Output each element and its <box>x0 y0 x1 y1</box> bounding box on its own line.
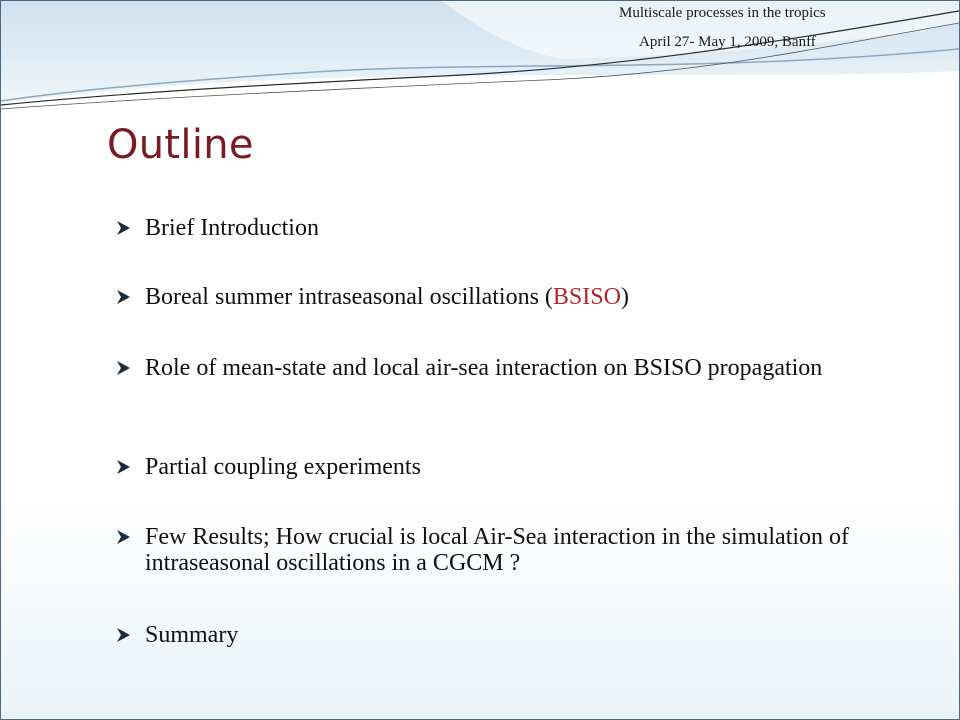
conference-date: April 27- May 1, 2009, Banff <box>639 34 816 50</box>
arrow-triangle-icon <box>115 529 131 545</box>
list-item <box>115 454 915 480</box>
arrow-triangle-icon <box>115 627 131 643</box>
list-item <box>115 284 915 310</box>
arrow-triangle-icon <box>115 459 131 475</box>
conference-title: Multiscale processes in the tropics <box>619 5 826 21</box>
list-item <box>115 622 915 648</box>
list-item <box>115 215 915 241</box>
arrow-triangle-icon <box>115 289 131 305</box>
list-item <box>115 355 915 381</box>
bsiso-highlight: BSISO <box>552 284 621 310</box>
list-item <box>115 524 915 576</box>
arrow-triangle-icon <box>115 220 131 236</box>
bullet-text: Few Results; How crucial is local Air-Sea interaction in the simulation of intraseasonal oscillations in a CGCM ? <box>145 524 850 576</box>
bullet-text-post: ) <box>620 284 629 310</box>
page-title: Outline <box>107 122 254 168</box>
bullet-text: Partial coupling experiments <box>145 454 421 480</box>
bullet-text: Summary <box>145 622 239 648</box>
bullet-text <box>145 284 915 310</box>
arrow-triangle-icon <box>115 360 131 376</box>
bullet-text-pre: Boreal summer intraseasonal oscillations ( <box>145 284 553 310</box>
bullet-text: Brief Introduction <box>145 215 319 241</box>
bullet-text: Role of mean-state and local air-sea interaction on BSISO propagation <box>145 355 823 381</box>
